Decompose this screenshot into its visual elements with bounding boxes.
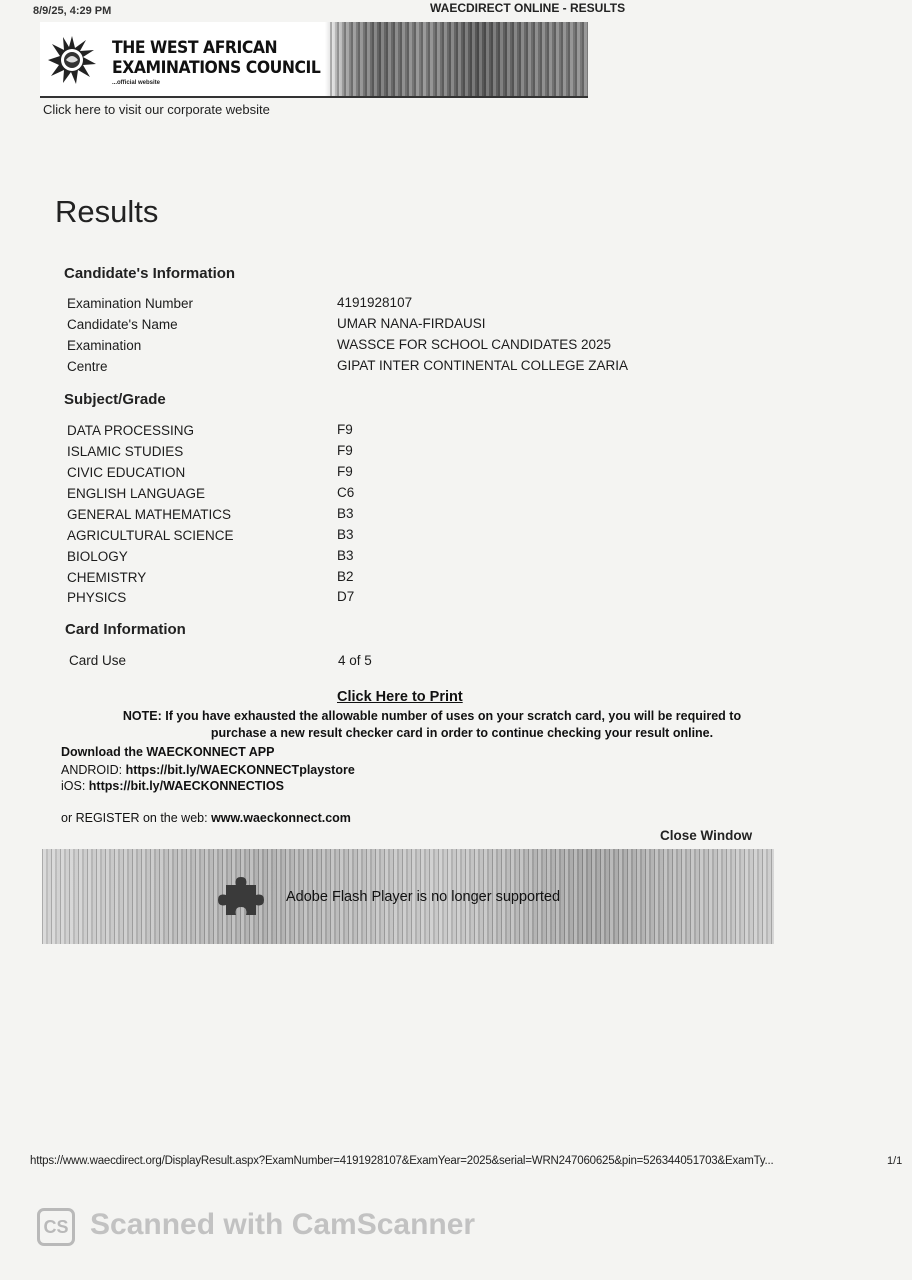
subject-name: ENGLISH LANGUAGE: [67, 486, 206, 501]
card-use-value: 4 of 5: [338, 653, 372, 668]
waec-banner[interactable]: [40, 22, 588, 98]
android-download: [61, 763, 355, 777]
council-subtitle: ...official website: [112, 80, 161, 86]
register-link[interactable]: www.waeckonnect.com: [211, 811, 351, 825]
subject-grade: F9: [337, 422, 353, 437]
puzzle-plugin-icon: [218, 871, 268, 921]
print-page-title: WAECDIRECT ONLINE - RESULTS: [430, 1, 626, 15]
subject-name: BIOLOGY: [67, 549, 128, 564]
candidate-row-label: Examination Number: [67, 296, 194, 311]
subject-name: AGRICULTURAL SCIENCE: [67, 528, 234, 543]
candidate-row-label: Centre: [67, 359, 108, 374]
candidate-row-value: WASSCE FOR SCHOOL CANDIDATES 2025: [337, 337, 612, 352]
subject-name: DATA PROCESSING: [67, 423, 195, 438]
subject-grade: B3: [337, 548, 354, 563]
subject-name: CHEMISTRY: [67, 570, 147, 585]
subject-grade-heading: Subject/Grade: [64, 391, 166, 408]
candidate-row-value: GIPAT INTER CONTINENTAL COLLEGE ZARIA: [337, 358, 629, 373]
ios-label: iOS:: [61, 779, 89, 793]
subject-name: CIVIC EDUCATION: [67, 465, 186, 480]
subject-name: PHYSICS: [67, 590, 127, 605]
subject-grade: F9: [337, 443, 353, 458]
print-link[interactable]: Click Here to Print: [337, 689, 463, 705]
page-title: Results: [55, 194, 159, 229]
close-window-button[interactable]: Close Window: [660, 828, 753, 843]
subject-grade: B3: [337, 527, 354, 542]
download-app-heading: Download the WAECKONNECT APP: [61, 745, 275, 759]
register-label: or REGISTER on the web:: [61, 811, 212, 825]
candidate-row-label: Examination: [67, 338, 142, 353]
note-prefix: NOTE:: [122, 709, 162, 723]
subject-grade: B2: [337, 569, 354, 584]
subject-grade: C6: [337, 485, 355, 500]
flash-plugin-placeholder: [42, 849, 774, 944]
subject-grade: D7: [337, 589, 355, 604]
candidate-row-value: UMAR NANA-FIRDAUSI: [337, 316, 486, 331]
subject-name: ISLAMIC STUDIES: [67, 444, 184, 459]
scratch-card-note: [62, 708, 802, 742]
android-link[interactable]: https://bit.ly/WAECKONNECTplaystore: [125, 763, 355, 777]
page-number: 1/1: [887, 1155, 903, 1167]
banner-image: [330, 22, 588, 96]
candidate-row-label: Candidate's Name: [67, 317, 178, 332]
print-url-footer: https://www.waecdirect.org/DisplayResult.aspx?ExamNumber=4191928107&ExamYear=2025&serial=WRN247060625&pin=526344051703&ExamTy...: [30, 1155, 774, 1167]
subject-grade: B3: [337, 506, 354, 521]
register-web: [61, 811, 351, 825]
camscanner-watermark: Scanned with CamScanner: [90, 1208, 476, 1241]
camscanner-logo: CS: [37, 1208, 75, 1246]
android-label: ANDROID:: [61, 763, 126, 777]
waec-emblem-icon: [46, 34, 98, 86]
subject-grade: F9: [337, 464, 353, 479]
card-info-heading: Card Information: [65, 621, 186, 638]
print-datetime: 8/9/25, 4:29 PM: [33, 5, 112, 17]
ios-link[interactable]: https://bit.ly/WAECKONNECTIOS: [88, 779, 284, 793]
ios-download: [61, 779, 284, 793]
subject-name: GENERAL MATHEMATICS: [67, 507, 232, 522]
candidate-row-value: 4191928107: [337, 295, 413, 310]
candidate-info-heading: Candidate's Information: [64, 265, 236, 282]
council-name: THE WEST AFRICAN EXAMINATIONS COUNCIL: [112, 38, 321, 78]
flash-unsupported-message: Adobe Flash Player is no longer supported: [286, 889, 561, 905]
card-use-label: Card Use: [69, 653, 127, 668]
corporate-website-link[interactable]: Click here to visit our corporate website: [43, 102, 270, 117]
note-line1: If you have exhausted the allowable number of uses on your scratch card, you will be required to: [161, 709, 742, 723]
note-line2: purchase a new result checker card in order to continue checking your result online.: [210, 726, 714, 740]
